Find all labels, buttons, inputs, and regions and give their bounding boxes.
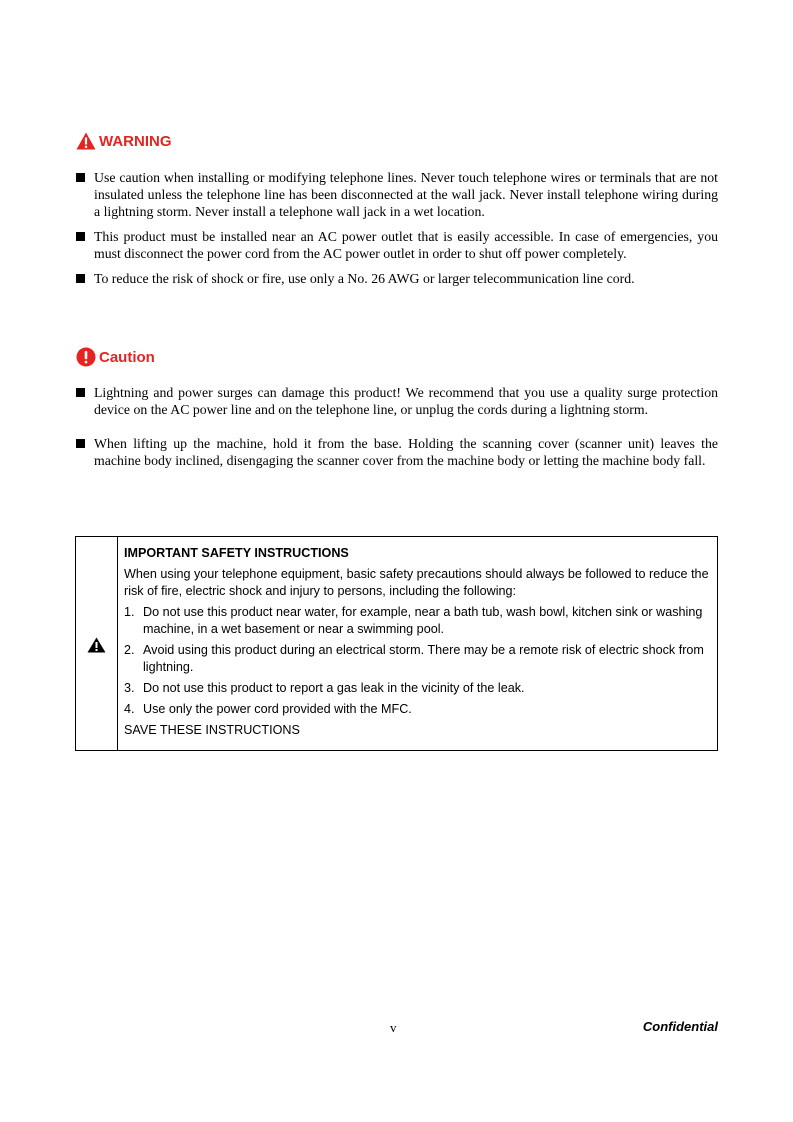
confidential-label: Confidential — [642, 1019, 718, 1034]
caution-title: Caution — [99, 348, 155, 366]
bullet-square-icon — [76, 274, 85, 283]
bullet-square-icon — [76, 388, 85, 397]
safety-title: IMPORTANT SAFETY INSTRUCTIONS — [124, 546, 349, 560]
bullet-square-icon — [76, 439, 85, 448]
safety-item: 4. Use only the power cord provided with the MFC. — [124, 702, 412, 716]
caution-heading — [76, 347, 155, 367]
exclamation-circle-icon — [76, 347, 96, 367]
safety-item: 1. Do not use this product near water, for example, near a bath tub, wash bowl, kitchen sink or washing machine, in a wet basement or near a swimming pool. — [124, 605, 703, 636]
caution-list — [76, 384, 718, 486]
safety-instructions-box — [75, 536, 718, 751]
bullet-square-icon — [76, 173, 85, 182]
safety-items — [124, 604, 709, 718]
safety-intro: When using your telephone equipment, basic safety precautions should always be followed to reduce the risk of fire, electric shock and injury to persons, including the following: — [124, 567, 709, 598]
warning-title: WARNING — [99, 132, 172, 150]
safety-icon-cell — [76, 537, 118, 750]
warning-list — [76, 169, 718, 295]
warning-item: Use caution when installing or modifying telephone lines. Never touch telephone wires or terminals that are not insulated unless the telephone line has been disconnected at the wall jack. Never install telephone wiring during a lightning storm. Never install a telephone wall jack in a wet location. — [76, 169, 718, 220]
bullet-square-icon — [76, 232, 85, 241]
warning-item: To reduce the risk of shock or fire, use only a No. 26 AWG or larger telecommunication line cord. — [76, 270, 718, 287]
safety-item: 3. Do not use this product to report a gas leak in the vicinity of the leak. — [124, 681, 525, 695]
safety-footer: SAVE THESE INSTRUCTIONS — [124, 723, 300, 737]
warning-triangle-icon — [76, 132, 96, 150]
safety-content — [118, 537, 717, 750]
warning-triangle-icon — [87, 637, 106, 653]
caution-item: Lightning and power surges can damage this product! We recommend that you use a quality surge protection device on the AC power line and on the telephone line, or unplug the cords during a lightning storm. — [76, 384, 718, 418]
warning-item: This product must be installed near an AC power outlet that is easily accessible. In case of emergencies, you must disconnect the power cord from the AC power outlet in order to shut off power completely. — [76, 228, 718, 262]
safety-item: 2. Avoid using this product during an electrical storm. There may be a remote risk of electric shock from lightning. — [124, 643, 704, 674]
warning-heading — [76, 132, 172, 150]
page-number: v — [390, 1020, 397, 1035]
caution-item: When lifting up the machine, hold it from the base. Holding the scanning cover (scanner unit) leaves the machine body inclined, disengaging the scanner cover from the machine body or letting the machine body fall. — [76, 435, 718, 469]
